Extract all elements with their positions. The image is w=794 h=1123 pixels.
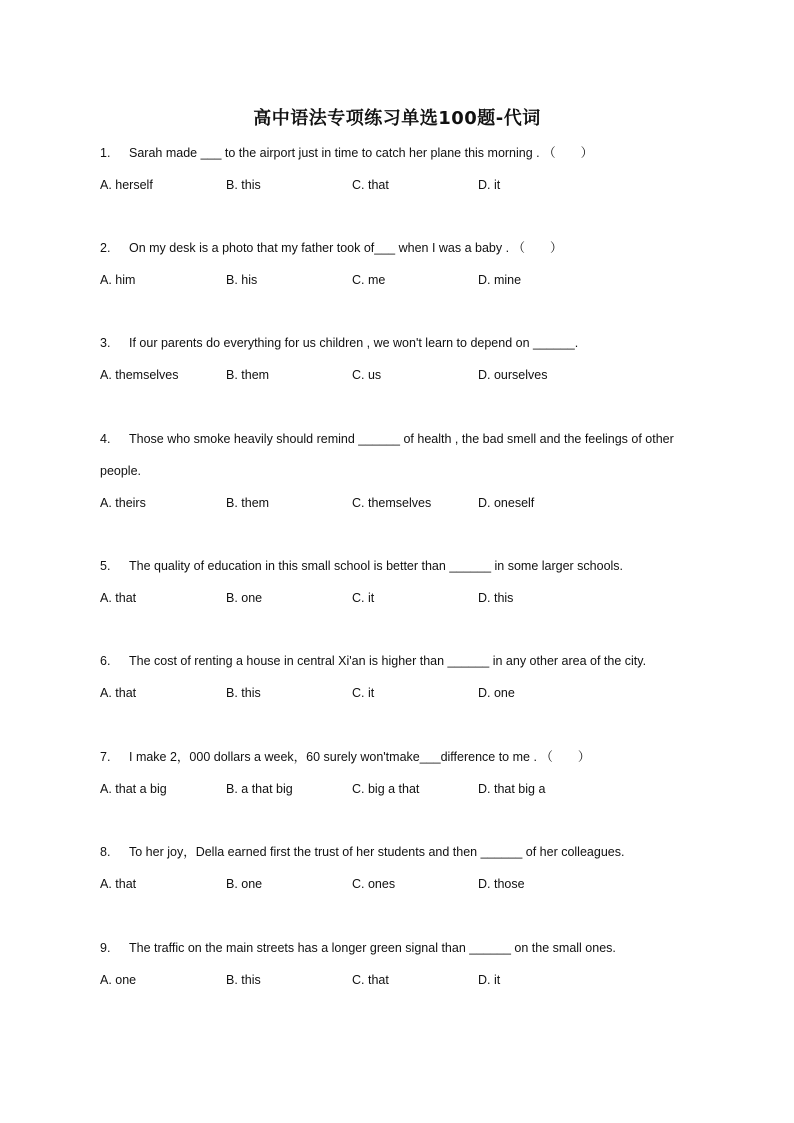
question-9 <box>100 932 730 996</box>
question-number: 4. <box>100 432 111 446</box>
options-row <box>100 169 730 201</box>
option-a[interactable]: A. that <box>100 591 137 605</box>
question-number: 7. <box>100 750 111 764</box>
option-a[interactable]: A. that a big <box>100 782 167 796</box>
option-b[interactable]: B. this <box>226 973 261 987</box>
option-d[interactable]: D. that big a <box>478 782 546 796</box>
question-7 <box>100 741 730 805</box>
question-6 <box>100 645 730 709</box>
question-text: Those who smoke heavily should remind ______ of health , the bad smell and the feelings of other <box>129 432 674 446</box>
option-d[interactable]: D. those <box>478 877 525 891</box>
options-row <box>100 359 730 391</box>
question-2 <box>100 232 730 296</box>
question-text: The cost of renting a house in central Xi'an is higher than ______ in any other area of the city. <box>129 654 647 668</box>
option-b[interactable]: B. this <box>226 178 261 192</box>
question-text: Sarah made ___ to the airport just in time to catch her plane this morning . （ ） <box>129 146 594 160</box>
question-number: 3. <box>100 336 111 350</box>
options-row <box>100 677 730 709</box>
option-d[interactable]: D. it <box>478 973 501 987</box>
option-d[interactable]: D. ourselves <box>478 368 548 382</box>
option-c[interactable]: C. us <box>352 368 382 382</box>
option-a[interactable]: A. one <box>100 973 137 987</box>
question-stem <box>100 836 730 868</box>
question-stem <box>100 327 730 359</box>
options-row <box>100 773 730 805</box>
question-stem <box>100 423 730 455</box>
question-stem <box>100 550 730 582</box>
option-d[interactable]: D. one <box>478 686 515 700</box>
option-c[interactable]: C. big a that <box>352 782 420 796</box>
question-text: The traffic on the main streets has a longer green signal than ______ on the small ones. <box>129 941 616 955</box>
question-8 <box>100 836 730 900</box>
options-row <box>100 582 730 614</box>
question-text: I make 2，000 dollars a week，60 surely won'tmake___difference to me . （ ） <box>129 750 591 764</box>
options-row <box>100 487 730 519</box>
option-d[interactable]: D. mine <box>478 273 522 287</box>
question-text: On my desk is a photo that my father took of___ when I was a baby . （ ） <box>129 241 563 255</box>
option-a[interactable]: A. themselves <box>100 368 179 382</box>
question-continuation: people. <box>100 464 142 478</box>
option-c[interactable]: C. that <box>352 178 389 192</box>
options-row <box>100 868 730 900</box>
question-number: 5. <box>100 559 111 573</box>
question-number: 1. <box>100 146 111 160</box>
option-d[interactable]: D. this <box>478 591 514 605</box>
option-a[interactable]: A. that <box>100 877 137 891</box>
option-b[interactable]: B. them <box>226 496 270 510</box>
question-1 <box>100 137 730 201</box>
option-b[interactable]: B. his <box>226 273 258 287</box>
question-stem <box>100 645 730 677</box>
option-c[interactable]: C. themselves <box>352 496 432 510</box>
question-3 <box>100 327 730 391</box>
option-d[interactable]: D. it <box>478 178 501 192</box>
question-text: The quality of education in this small school is better than ______ in some larger schools. <box>129 559 624 573</box>
option-b[interactable]: B. a that big <box>226 782 293 796</box>
option-a[interactable]: A. theirs <box>100 496 146 510</box>
question-4 <box>100 423 730 519</box>
question-text: To her joy，Della earned first the trust of her students and then ______ of her colleagues. <box>129 845 625 859</box>
option-c[interactable]: C. me <box>352 273 386 287</box>
question-number: 2. <box>100 241 111 255</box>
question-number: 9. <box>100 941 111 955</box>
option-b[interactable]: B. them <box>226 368 270 382</box>
question-number: 6. <box>100 654 111 668</box>
page-title: 高中语法专项练习单选100题-代词 <box>253 108 541 129</box>
question-text: If our parents do everything for us children , we won't learn to depend on ______. <box>129 336 579 350</box>
question-5 <box>100 550 730 614</box>
question-stem <box>100 932 730 964</box>
options-row <box>100 264 730 296</box>
option-b[interactable]: B. this <box>226 686 261 700</box>
question-stem <box>100 741 730 773</box>
option-a[interactable]: A. that <box>100 686 137 700</box>
question-number: 8. <box>100 845 111 859</box>
options-row <box>100 964 730 996</box>
option-a[interactable]: A. him <box>100 273 136 287</box>
option-b[interactable]: B. one <box>226 591 263 605</box>
option-c[interactable]: C. ones <box>352 877 396 891</box>
option-b[interactable]: B. one <box>226 877 263 891</box>
option-c[interactable]: C. it <box>352 686 375 700</box>
question-stem <box>100 137 730 169</box>
option-d[interactable]: D. oneself <box>478 496 535 510</box>
option-c[interactable]: C. that <box>352 973 389 987</box>
question-stem <box>100 232 730 264</box>
option-a[interactable]: A. herself <box>100 178 153 192</box>
option-c[interactable]: C. it <box>352 591 375 605</box>
